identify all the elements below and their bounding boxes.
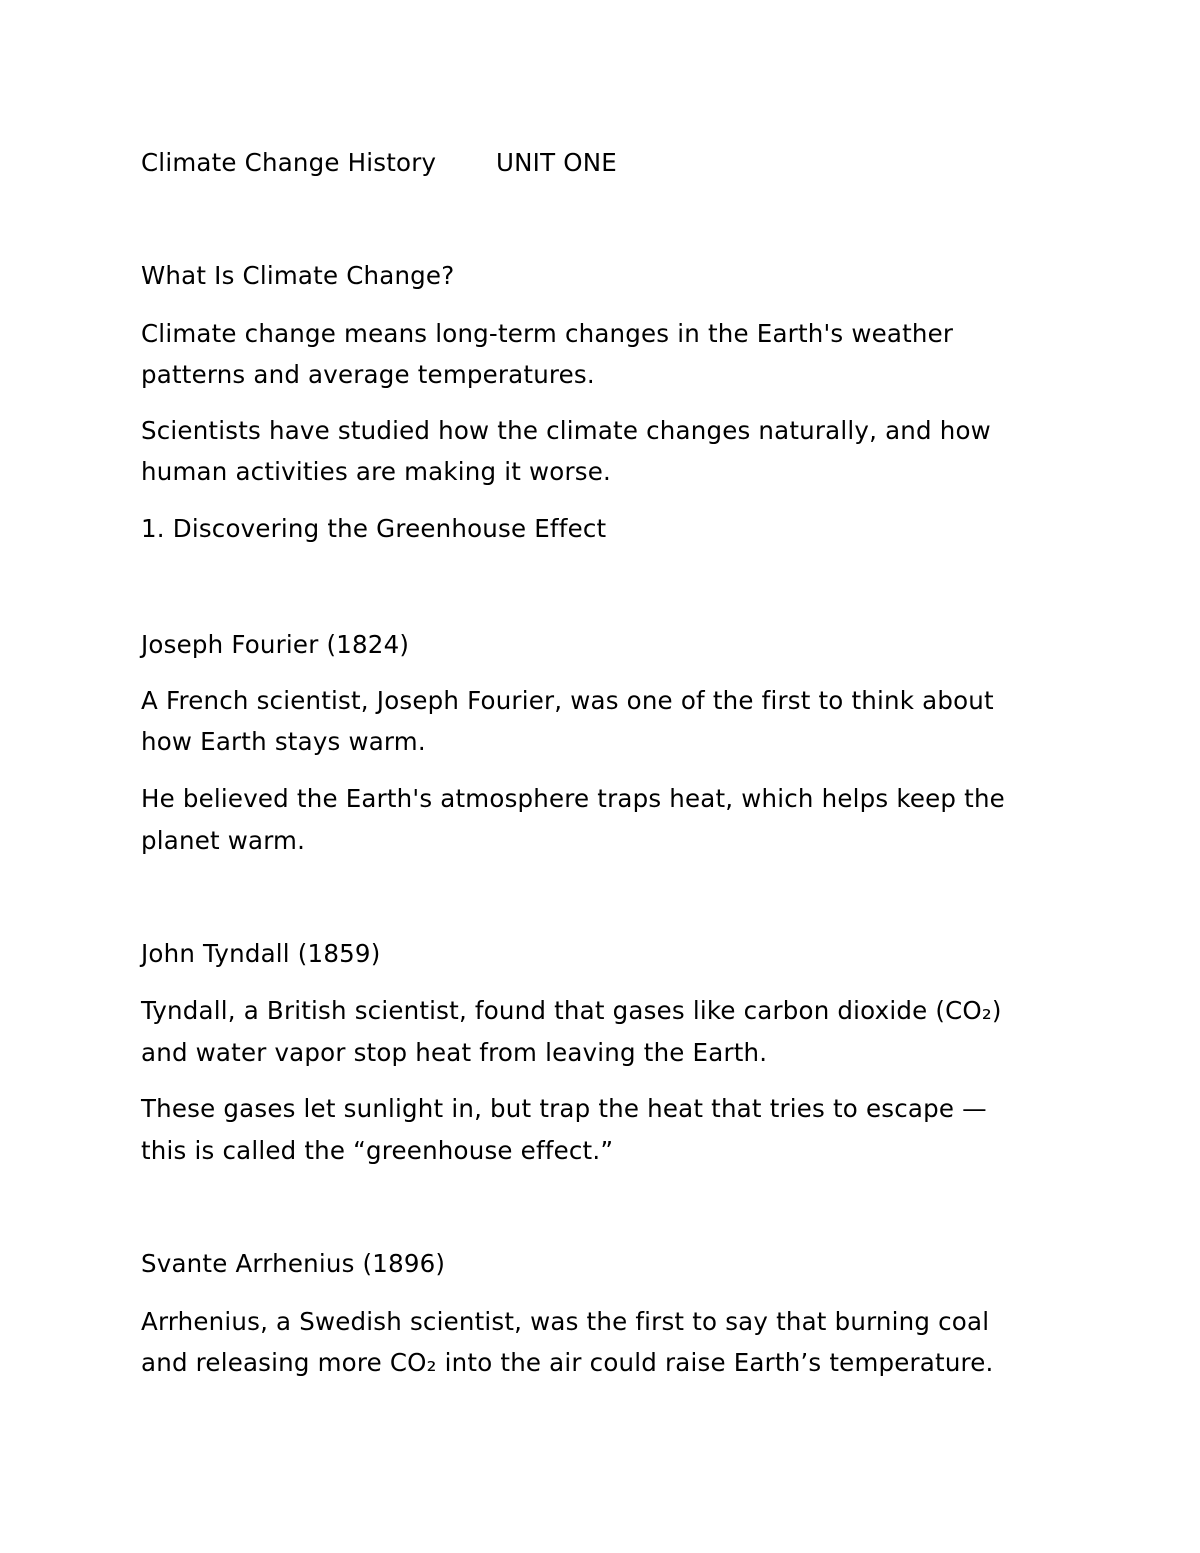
section-1-heading: 1. Discovering the Greenhouse Effect bbox=[141, 514, 607, 543]
intro-p1-line2: patterns and average temperatures. bbox=[141, 360, 595, 389]
section-heading-what-is: What Is Climate Change? bbox=[141, 261, 455, 290]
fourier-heading: Joseph Fourier (1824) bbox=[141, 630, 410, 659]
tyndall-p1-line2: and water vapor stop heat from leaving the Earth. bbox=[141, 1038, 768, 1067]
intro-p1-line1: Climate change means long-term changes in the Earth's weather bbox=[141, 319, 954, 348]
intro-p2-line1: Scientists have studied how the climate changes naturally, and how bbox=[141, 416, 991, 445]
intro-p2-line2: human activities are making it worse. bbox=[141, 457, 611, 486]
fourier-p1-line1: A French scientist, Joseph Fourier, was one of the first to think about bbox=[141, 686, 994, 715]
fourier-p2-line2: planet warm. bbox=[141, 826, 306, 855]
tyndall-p1-line1: Tyndall, a British scientist, found that gases like carbon dioxide (CO₂) bbox=[141, 996, 1002, 1025]
title-row bbox=[141, 148, 617, 178]
tyndall-p2-line2: this is called the “greenhouse effect.” bbox=[141, 1136, 614, 1165]
document-title: Climate Change History bbox=[141, 148, 437, 177]
arrhenius-p1-line2: and releasing more CO₂ into the air could raise Earth’s temperature. bbox=[141, 1348, 994, 1377]
fourier-p1-line2: how Earth stays warm. bbox=[141, 727, 426, 756]
fourier-p2-line1: He believed the Earth's atmosphere traps heat, which helps keep the bbox=[141, 784, 1005, 813]
unit-label: UNIT ONE bbox=[496, 148, 617, 177]
arrhenius-p1-line1: Arrhenius, a Swedish scientist, was the first to say that burning coal bbox=[141, 1307, 990, 1336]
arrhenius-heading: Svante Arrhenius (1896) bbox=[141, 1249, 446, 1278]
tyndall-p2-line1: These gases let sunlight in, but trap the heat that tries to escape — bbox=[141, 1094, 987, 1123]
tyndall-heading: John Tyndall (1859) bbox=[141, 939, 381, 968]
